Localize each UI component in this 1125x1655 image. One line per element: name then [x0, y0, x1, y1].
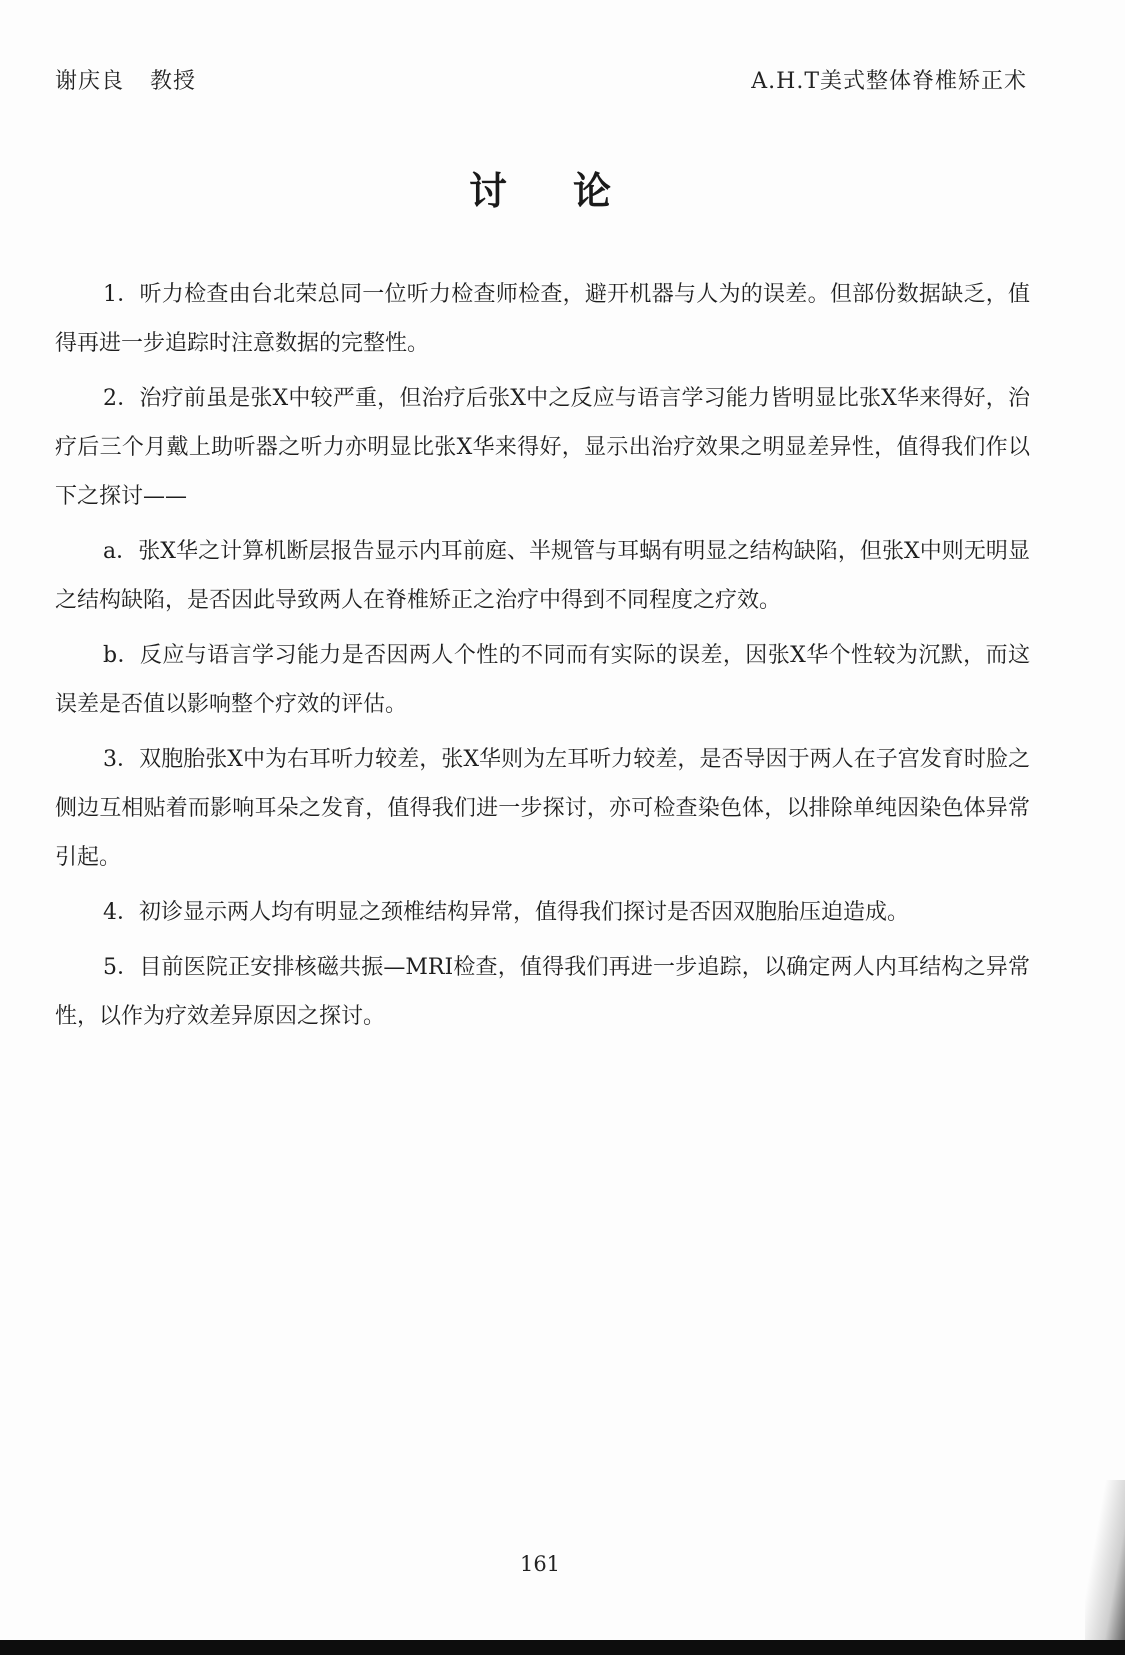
author-name: 谢庆良 [55, 69, 125, 94]
scan-bottom-edge [0, 1640, 1125, 1655]
running-header-book-title: A.H.T美式整体脊椎矫正术 [751, 69, 1027, 94]
paragraph-3: 3．双胞胎张X中为右耳听力较差，张X华则为左耳听力较差，是否导因于两人在子宫发育时脸之侧边互相贴着而影响耳朵之发育，值得我们进一步探讨，亦可检查染色体，以排除单纯因染色体异常引起。 [55, 747, 1030, 870]
running-header-author [55, 64, 196, 95]
page-curl-shadow [1085, 1480, 1125, 1640]
paragraph-2: 2．治疗前虽是张X中较严重，但治疗后张X中之反应与语言学习能力皆明显比张X华来得好，治疗后三个月戴上助听器之听力亦明显比张X华来得好，显示出治疗效果之明显差异性，值得我们作以下之探讨—— [55, 386, 1030, 509]
paragraph-5: 5．目前医院正安排核磁共振—MRI检查，值得我们再进一步追踪，以确定两人内耳结构之异常性，以作为疗效差异原因之探讨。 [55, 955, 1030, 1029]
section-body [55, 270, 1030, 1047]
paragraph-2b: b．反应与语言学习能力是否因两人个性的不同而有实际的误差，因张X华个性较为沉默，而这误差是否值以影响整个疗效的评估。 [55, 643, 1030, 717]
paragraph-1: 1．听力检查由台北荣总同一位听力检查师检查，避开机器与人为的误差。但部份数据缺乏，值得再进一步追踪时注意数据的完整性。 [55, 282, 1030, 356]
page-number: 161 [519, 1552, 561, 1576]
author-title: 教授 [150, 69, 197, 94]
paragraph-2a: a．张X华之计算机断层报告显示内耳前庭、半规管与耳蜗有明显之结构缺陷，但张X中则无明显之结构缺陷，是否因此导致两人在脊椎矫正之治疗中得到不同程度之疗效。 [55, 539, 1030, 613]
paragraph-4: 4．初诊显示两人均有明显之颈椎结构异常，值得我们探讨是否因双胞胎压迫造成。 [103, 900, 909, 925]
section-title: 讨论 [468, 168, 677, 213]
